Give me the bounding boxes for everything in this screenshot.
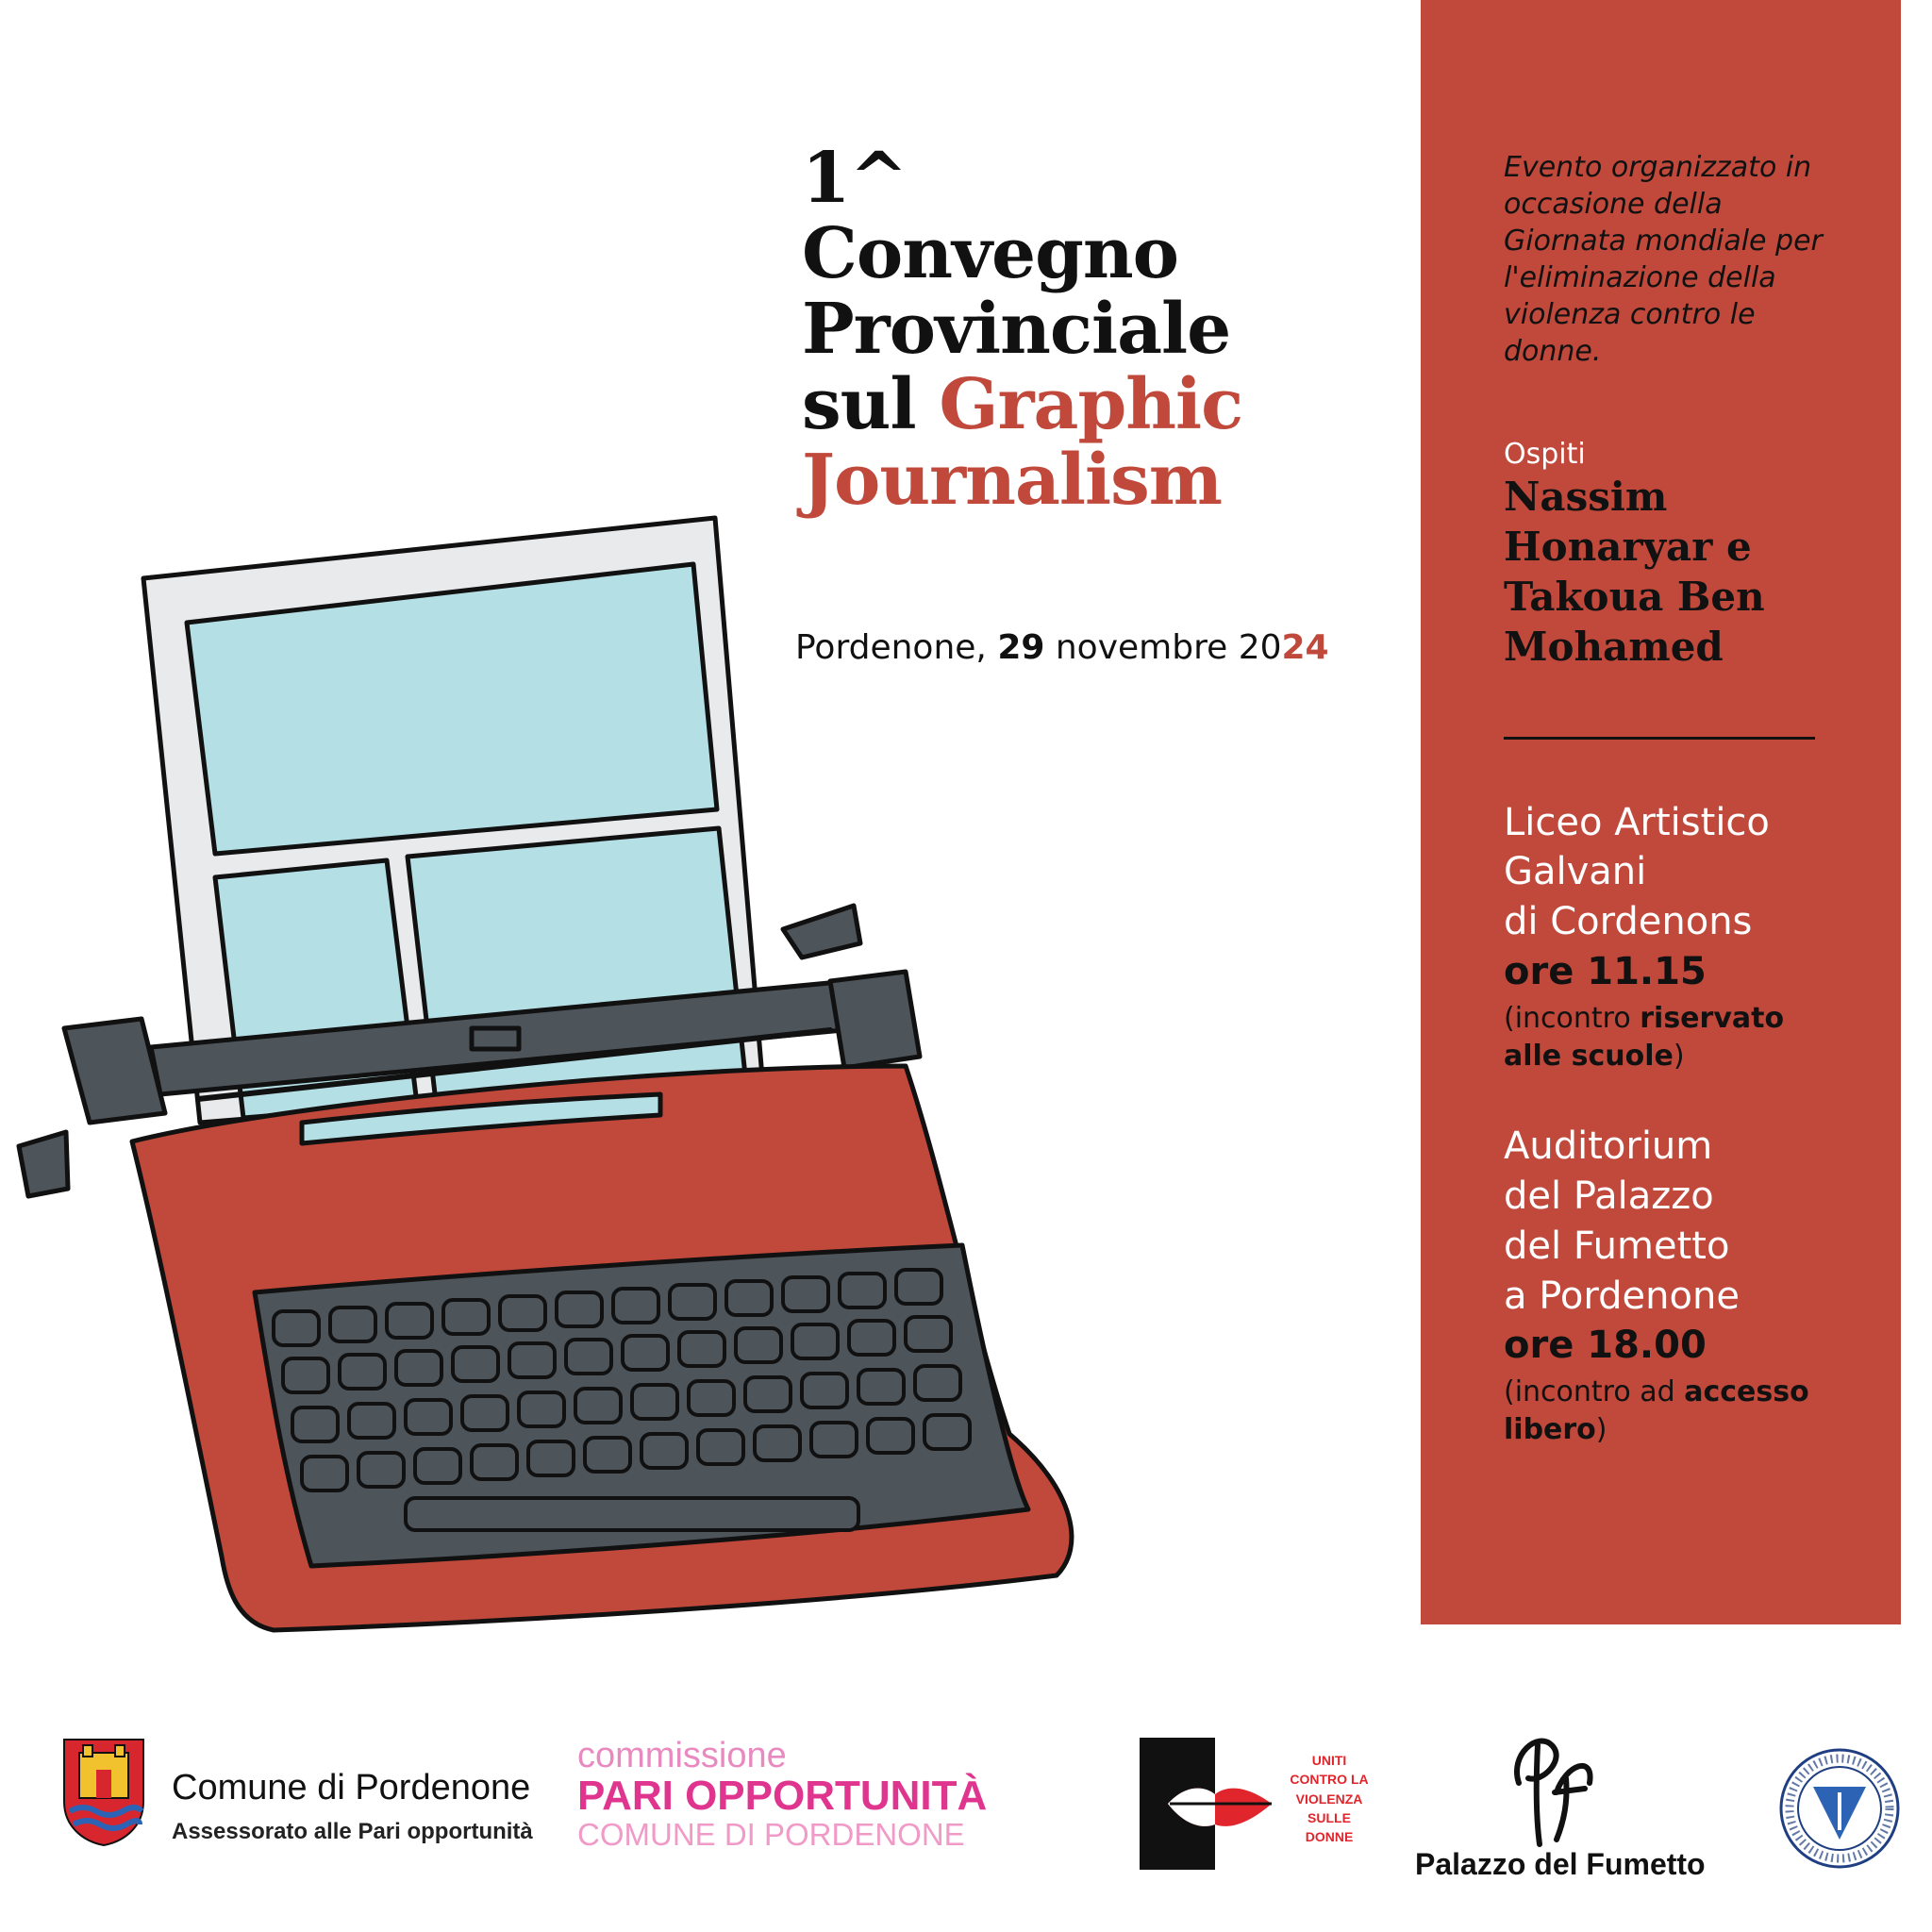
venue-1-note-bold: riservato alle scuole bbox=[1504, 1002, 1785, 1073]
logo-uniti-contro-violenza bbox=[1140, 1738, 1369, 1870]
sponsor-logos bbox=[0, 1717, 1932, 1906]
venue-2-note-pre: (incontro ad bbox=[1504, 1375, 1685, 1409]
venue-2-place: Auditorium del Palazzo del Fumetto a Pordenone bbox=[1504, 1124, 1740, 1318]
venue-1-note bbox=[1504, 1000, 1834, 1074]
logo-palazzo-del-fumetto bbox=[1415, 1726, 1736, 1887]
date-day: 29 bbox=[997, 628, 1045, 667]
venue-2-note-post: ) bbox=[1595, 1412, 1607, 1446]
comune-crest-icon bbox=[60, 1736, 147, 1847]
title-edition: 1^ bbox=[802, 138, 908, 219]
logo-ordine-giornalisti bbox=[1778, 1747, 1901, 1874]
palazzo-name: Palazzo del Fumetto bbox=[1415, 1847, 1706, 1881]
cpo-line-1: commissione bbox=[577, 1736, 787, 1775]
venue-1-note-post: ) bbox=[1673, 1039, 1685, 1073]
info-panel bbox=[1421, 0, 1901, 1624]
title-graphic: Graphic bbox=[939, 363, 1243, 445]
venue-2-note-bold: accesso libero bbox=[1504, 1375, 1809, 1446]
event-title bbox=[802, 138, 1387, 521]
lips-icon bbox=[1140, 1738, 1281, 1870]
title-line-convegno: Convegno bbox=[802, 212, 1179, 294]
logo-commissione-pari-opportunita bbox=[577, 1738, 1068, 1850]
venue-1-time: ore 11.15 bbox=[1504, 950, 1707, 994]
venue-2-time: ore 18.00 bbox=[1504, 1324, 1707, 1368]
date-city: Pordenone, bbox=[795, 628, 998, 667]
uniti-text: UNITI CONTRO LA VIOLENZA SULLE DONNE bbox=[1290, 1753, 1369, 1845]
guests-names: Nassim Honaryar e Takoua Ben Mohamed bbox=[1504, 474, 1765, 670]
guests-label: Ospiti bbox=[1504, 438, 1586, 471]
event-dateline bbox=[795, 628, 1329, 667]
title-line-provinciale: Provinciale bbox=[802, 288, 1231, 370]
cpo-line-3: COMUNE DI PORDENONE bbox=[577, 1817, 965, 1852]
venue-2-note bbox=[1504, 1374, 1834, 1448]
event-intro: Evento organizzato in occasione della Giornata mondiale per l'eliminazione della violenza contro le donne. bbox=[1504, 151, 1823, 368]
title-sul: sul bbox=[802, 363, 916, 445]
cpo-line-2: PARI OPPORTUNITÀ bbox=[577, 1773, 988, 1819]
date-month: novembre bbox=[1044, 628, 1239, 667]
odg-seal-icon bbox=[1778, 1747, 1901, 1870]
title-line-sul-graphic bbox=[802, 363, 1387, 445]
date-year-plain: 20 bbox=[1238, 628, 1282, 667]
comune-subtitle: Assessorato alle Pari opportunità bbox=[172, 1819, 533, 1844]
venue-1-note-pre: (incontro bbox=[1504, 1002, 1641, 1036]
pf-monogram-icon bbox=[1500, 1726, 1613, 1849]
comune-name: Comune di Pordenone bbox=[172, 1768, 531, 1807]
date-year-accent: 24 bbox=[1281, 628, 1329, 667]
venue-1-place: Liceo Artistico Galvani di Cordenons bbox=[1504, 800, 1770, 944]
title-journalism: Journalism bbox=[802, 439, 1223, 521]
panel-divider bbox=[1504, 737, 1815, 740]
